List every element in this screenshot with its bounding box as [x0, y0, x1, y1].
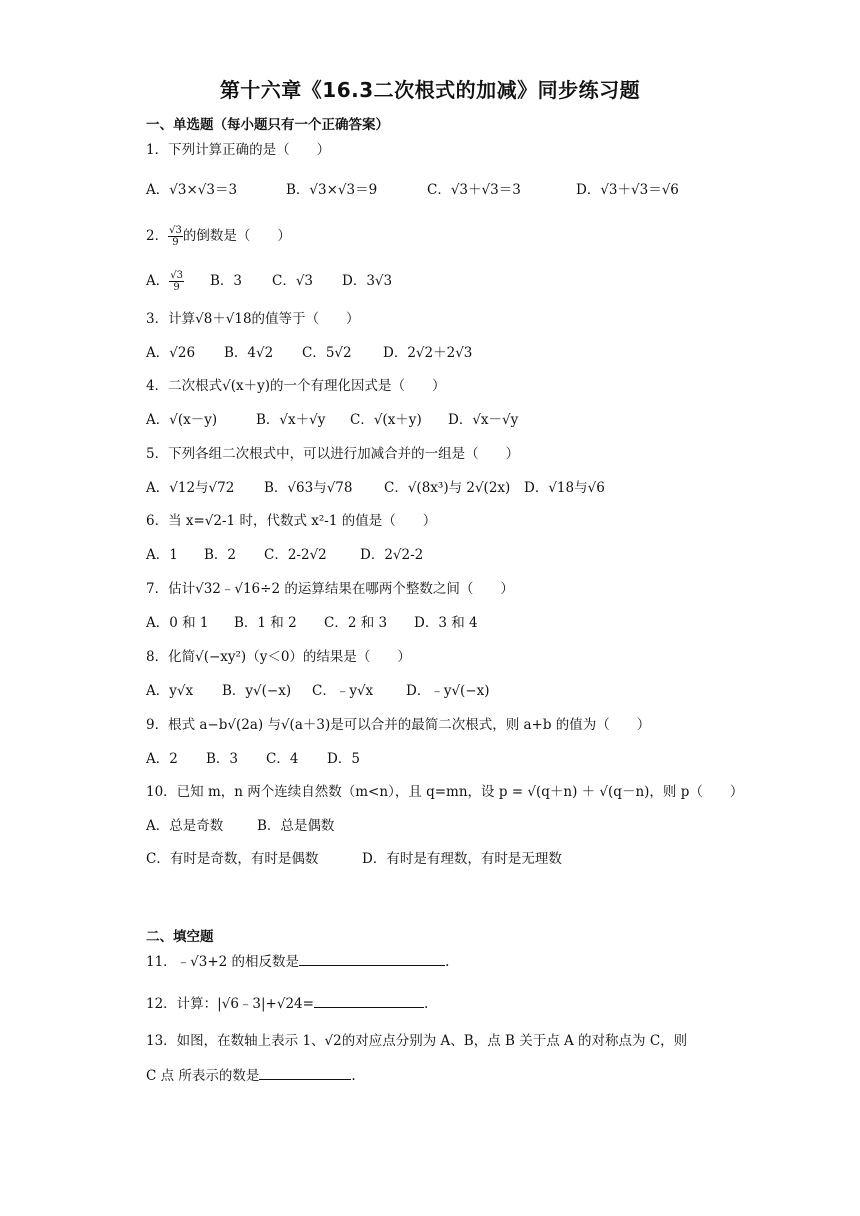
question-2-stem	[146, 225, 291, 248]
question-1-option-c: C．√3＋√3＝3	[427, 182, 521, 198]
question-3-option-a: A．√26	[146, 345, 196, 361]
question-13-end: .	[351, 1068, 356, 1084]
fraction-numerator: √3	[170, 270, 183, 281]
question-4-option-a: A．√(x－y)	[146, 412, 218, 428]
question-5-option-d: D．√18与√6	[524, 480, 605, 496]
question-11-end: .	[445, 954, 450, 970]
question-10-stem: 10．已知 m，n 两个连续自然数（m<n），且 q=mn，设 p = √(q＋n) ＋ √(q－n)，则 p（ ）	[146, 784, 744, 800]
question-13-line-1: 13．如图，在数轴上表示 1、√2的对应点分别为 A、B，点 B 关于点 A 的对称点为 C，则	[146, 1033, 688, 1049]
question-3-option-c: C．5√2	[302, 345, 352, 361]
question-10-options-row2	[146, 849, 562, 869]
question-8-option-d: D．﹣y√(−x)	[406, 683, 490, 699]
fraction-numerator: √3	[169, 225, 182, 236]
question-6-options	[146, 545, 423, 565]
question-10-option-a: A．总是奇数	[146, 818, 224, 834]
question-7-option-b: B．1 和 2	[234, 615, 297, 631]
question-3-option-d: D．2√2＋2√3	[383, 345, 473, 361]
question-8-option-c: C．﹣y√x	[312, 683, 374, 699]
question-8-option-b: B．y√(−x)	[222, 683, 292, 699]
question-1-option-b: B．√3×√3＝9	[286, 182, 378, 198]
question-13-line-2	[146, 1065, 356, 1086]
question-5-options	[146, 478, 605, 498]
question-6-option-b: B．2	[204, 547, 237, 563]
question-4-option-d: D．√x－√y	[448, 412, 519, 428]
question-2-option-d: D．3√3	[342, 273, 393, 289]
question-6-option-d: D．2√2-2	[360, 547, 424, 563]
question-8-options	[146, 681, 490, 701]
question-8-stem: 8．化简√(−xy²)（y＜0）的结果是（ ）	[146, 649, 411, 665]
question-7-option-c: C．2 和 3	[324, 615, 388, 631]
question-6-option-a: A．1	[146, 547, 178, 563]
question-6-option-c: C．2-2√2	[264, 547, 327, 563]
question-1-option-d: D．√3＋√3＝√6	[576, 182, 679, 198]
question-2-option-a-fraction	[169, 270, 184, 293]
question-6-stem: 6．当 x=√2-1 时，代数式 x²-1 的值是（ ）	[146, 513, 437, 529]
question-12-answer-blank[interactable]	[314, 993, 424, 1008]
question-5-stem: 5．下列各组二次根式中，可以进行加减合并的一组是（ ）	[146, 446, 520, 462]
question-2-option-c: C．√3	[272, 273, 314, 289]
question-3-option-b: B．4√2	[224, 345, 274, 361]
question-7-option-d: D．3 和 4	[414, 615, 478, 631]
question-4-options	[146, 410, 518, 430]
question-3-stem: 3．计算√8＋√18的值等于（ ）	[146, 311, 360, 327]
question-1-options	[146, 180, 679, 200]
question-9-option-a: A．2	[146, 751, 178, 767]
question-2-text: 的倒数是（ ）	[182, 228, 291, 244]
question-2-number: 2．	[146, 228, 169, 244]
question-5-option-c: C．√(8x³)与 2√(2x)	[384, 480, 511, 496]
question-13-answer-blank[interactable]	[259, 1065, 351, 1080]
question-10-options-row1	[146, 816, 334, 836]
question-9-options	[146, 749, 360, 769]
fraction-denominator: 9	[173, 282, 180, 293]
question-3-options	[146, 343, 472, 363]
question-12-end: .	[423, 996, 429, 1012]
question-1-option-a: A．√3×√3＝3	[146, 182, 238, 198]
question-9-option-c: C．4	[266, 751, 299, 767]
fraction-denominator: 9	[172, 237, 179, 248]
question-2-option-b: B．3	[210, 273, 243, 289]
question-2-option-a	[146, 270, 210, 293]
question-9-option-d: D．5	[327, 751, 360, 767]
question-5-option-b: B．√63与√78	[264, 480, 353, 496]
question-8-option-a: A．y√x	[146, 683, 194, 699]
question-9-option-b: B．3	[206, 751, 239, 767]
question-11-stem: 11．﹣√3+2 的相反数是	[146, 954, 300, 970]
question-2-options	[146, 270, 392, 293]
section-heading-fill-blank: 二、填空题	[146, 929, 214, 945]
question-11-answer-blank[interactable]	[299, 951, 445, 966]
section-heading-single-choice: 一、单选题（每小题只有一个正确答案）	[146, 117, 389, 133]
question-7-options	[146, 613, 478, 633]
question-13-stem: C 点 所表示的数是	[146, 1068, 260, 1084]
question-11	[146, 951, 449, 972]
question-9-stem: 9．根式 a−b√(2a) 与√(a＋3)是可以合并的最简二次根式，则 a+b 的值为（ ）	[146, 717, 651, 733]
question-12-stem: 12．计算：|√6﹣3|+√24=	[146, 996, 314, 1012]
question-12	[146, 993, 428, 1014]
question-7-stem: 7．估计√32﹣√16÷2 的运算结果在哪两个整数之间（ ）	[146, 581, 514, 597]
question-7-option-a: A．0 和 1	[146, 615, 209, 631]
question-10-option-b: B．总是偶数	[257, 818, 335, 834]
option-a-label: A．	[146, 273, 170, 289]
question-1-stem: 1．下列计算正确的是（ ）	[146, 142, 331, 158]
question-10-option-c: C．有时是奇数，有时是偶数	[146, 851, 319, 867]
question-4-stem: 4．二次根式√(x＋y)的一个有理化因式是（ ）	[146, 378, 446, 394]
question-4-option-c: C．√(x＋y)	[350, 412, 422, 428]
question-5-option-a: A．√12与√72	[146, 480, 235, 496]
question-4-option-b: B．√x＋√y	[256, 412, 326, 428]
page-title: 第十六章《16.3二次根式的加减》同步练习题	[219, 78, 641, 102]
question-2-fraction	[168, 225, 183, 248]
question-10-option-d: D．有时是有理数，有时是无理数	[362, 851, 562, 867]
